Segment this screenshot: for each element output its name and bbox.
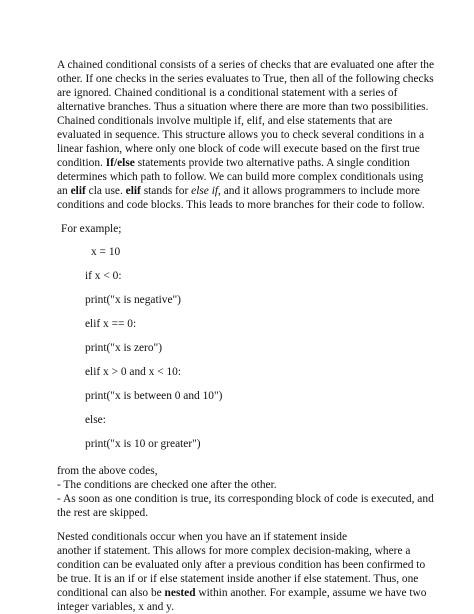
text-line: - As soon as one condition is true, its corresponding block of code is executed, and xyxy=(57,493,434,505)
text-fragment: conditional can also be xyxy=(57,587,165,599)
code-line: print("x is between 0 and 10") xyxy=(85,390,223,402)
text-fragment: within another. For example, assume we have two xyxy=(195,587,427,599)
text-fragment: an xyxy=(57,185,71,197)
text-line xyxy=(57,156,410,170)
text-line: conditions and code blocks. This leads to more branches for their code to follow. xyxy=(57,199,425,211)
text-line: the rest are skipped. xyxy=(57,507,149,519)
bold-term-elif: elif xyxy=(70,185,86,197)
text-line: other. If one checks in the series evaluates to True, then all of the following checks xyxy=(57,73,434,85)
text-line: determines which path to follow. We can build more complex conditionals using xyxy=(57,171,424,183)
text-line: linear fashion, where only one block of code will execute based on the first true xyxy=(57,143,420,155)
text-fragment: stands for xyxy=(140,185,192,197)
text-fragment: , and it allows programmers to include more xyxy=(218,185,420,197)
text-line: - The conditions are checked one after the other. xyxy=(57,479,277,491)
text-line: A chained conditional consists of a series of checks that are evaluated one after the xyxy=(57,59,435,71)
text-line: condition. xyxy=(57,157,103,169)
text-line: another if statement. This allows for more complex decision-making, where a xyxy=(57,545,411,557)
code-line: print("x is negative") xyxy=(85,294,181,306)
code-line: x = 10 xyxy=(91,246,121,258)
example-label: For example; xyxy=(61,223,122,235)
code-line: else: xyxy=(85,414,106,426)
bold-term-elif: elif xyxy=(125,185,141,197)
code-line: elif x > 0 and x < 10: xyxy=(85,366,182,378)
text-line: are ignored. Chained conditional is a conditional statement with a series of xyxy=(57,87,398,99)
bold-term-if-else: If/else xyxy=(105,157,135,169)
text-line xyxy=(57,184,420,198)
italic-term-else-if: else if xyxy=(191,185,219,197)
text-fragment: cla use. xyxy=(85,185,126,197)
bold-term-nested: nested xyxy=(164,587,196,599)
code-line: print("x is zero") xyxy=(85,342,162,354)
text-line: be true. It is an if or if else statement inside another if else statement. Thus, one xyxy=(57,573,419,585)
text-line: alternative branches. Thus a situation where there are more than two possibilities. xyxy=(57,101,429,113)
code-line: if x < 0: xyxy=(85,270,122,282)
code-line: elif x == 0: xyxy=(85,318,137,330)
text-line: evaluated in sequence. This structure allows you to check several conditions in a xyxy=(57,129,425,141)
text-line: integer variables, x and y. xyxy=(57,601,174,613)
text-line xyxy=(57,586,426,600)
text-line: statements provide two alternative paths. A single condition xyxy=(134,157,410,169)
text-line: Chained conditionals involve multiple if, elif, and else statements that are xyxy=(57,115,393,127)
code-line: print("x is 10 or greater") xyxy=(85,438,201,450)
text-line: Nested conditionals occur when you have an if statement inside xyxy=(57,531,348,543)
text-line: from the above codes, xyxy=(57,465,158,477)
text-line: condition can be evaluated only after a previous condition has been confirmed to xyxy=(57,559,426,571)
